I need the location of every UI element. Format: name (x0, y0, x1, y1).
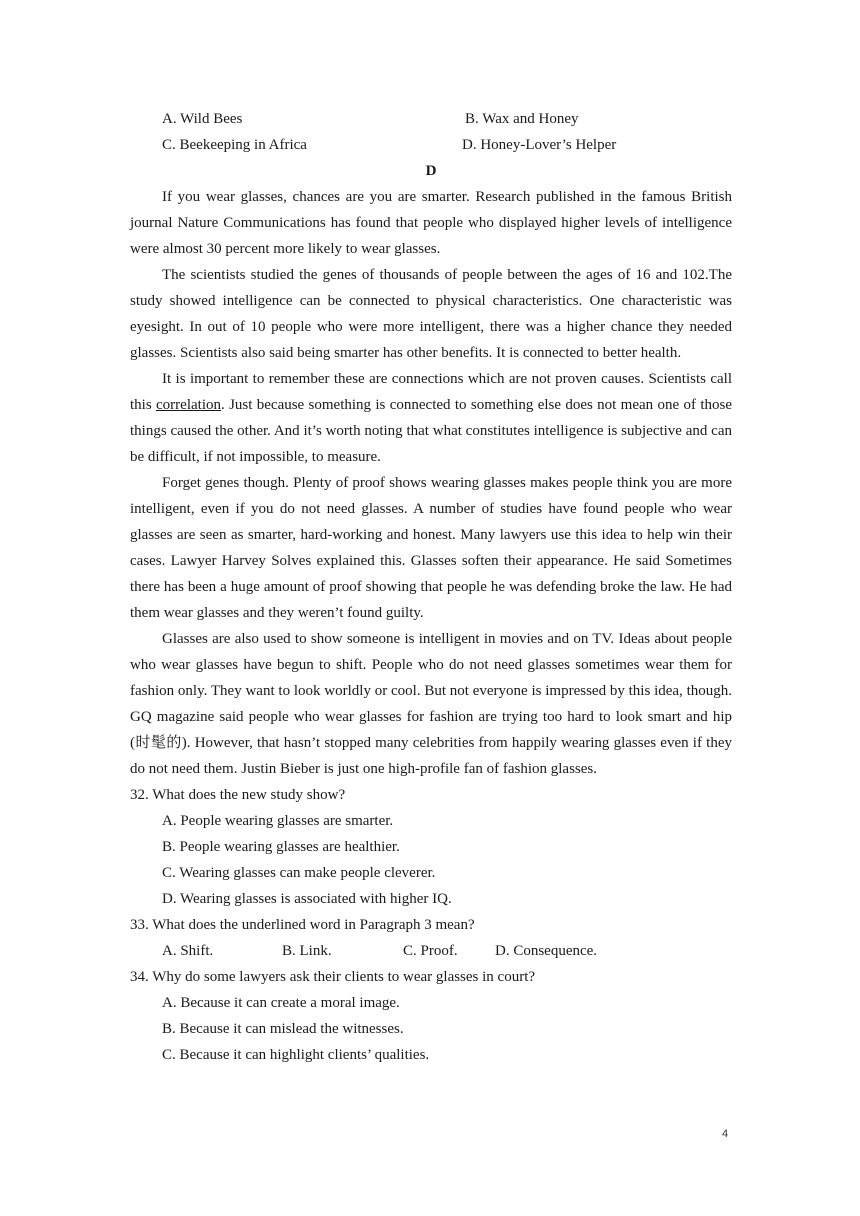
prev-option-b: B. Wax and Honey (465, 111, 579, 127)
passage-paragraph-5: Glasses are also used to show someone is intelligent in movies and on TV. Ideas about people who wear glasses have begun to shift. People who do not need glasses sometimes wear them for fashion only. They want to look worldly or cool. But not everyone is impressed by this idea, though. GQ magazine said people who wear glasses for fashion are trying too hard to look smart and hip (时髦的). However, that hasn’t stopped many celebrities from happily wearing glasses even if they do not need them. Justin Bieber is just one high-profile fan of fashion glasses. (130, 631, 732, 777)
passage-paragraph-4: Forget genes though. Plenty of proof shows wearing glasses makes people think you are more intelligent, even if you do not need glasses. A number of studies have found people who wear glasses are seen as smarter, hard-working and honest. Many lawyers use this idea to help win their cases. Lawyer Harvey Solves explained this. Glasses soften their appearance. He said Sometimes there has been a huge amount of proof showing that people he was defending broke the law. He had them wear glasses and they weren’t found guilty. (130, 475, 732, 621)
page-number: 4 (722, 1128, 729, 1140)
prev-options-row-2 (130, 132, 732, 158)
question-32-option-d: D. Wearing glasses is associated with higher IQ. (162, 891, 452, 907)
passage-paragraph-2: The scientists studied the genes of thousands of people between the ages of 16 and 102.The study showed intelligence can be connected to physical characteristics. One characteristic was eyesight. In out of 10 people who were more intelligent, there was a higher chance they needed glasses. Scientists also said being smarter has other benefits. It is connected to better health. (130, 267, 732, 361)
question-34-option-c: C. Because it can highlight clients’ qualities. (162, 1047, 430, 1063)
section-heading: D (425, 163, 437, 179)
question-33-option-b: B. Link. (282, 943, 332, 959)
question-32-option-b: B. People wearing glasses are healthier. (162, 839, 400, 855)
question-34-option-b: B. Because it can mislead the witnesses. (162, 1021, 404, 1037)
question-33-options (130, 938, 732, 964)
question-32-stem: 32. What does the new study show? (130, 787, 346, 803)
question-33-option-a: A. Shift. (162, 943, 214, 959)
passage-paragraph-3 (130, 366, 732, 470)
prev-option-c: C. Beekeeping in Africa (162, 137, 307, 153)
page-content (130, 106, 732, 1068)
question-33-option-d: D. Consequence. (495, 943, 598, 959)
paragraph-3-text-before: It is important to remember these are connections which are not proven causes. Scientists call this (130, 371, 732, 413)
question-34-stem: 34. Why do some lawyers ask their clients to wear glasses in court? (130, 969, 536, 985)
question-34-option-a: A. Because it can create a moral image. (162, 995, 400, 1011)
paragraph-3-text-after: . Just because something is connected to something else does not mean one of those things caused the other. And it’s worth noting that what constitutes intelligence is subjective and can be difficult, if not impossible, to measure. (130, 397, 732, 465)
question-32-option-a: A. People wearing glasses are smarter. (162, 813, 394, 829)
prev-option-d: D. Honey-Lover’s Helper (462, 137, 617, 153)
question-33-option-c: C. Proof. (403, 943, 458, 959)
passage-paragraph-1: If you wear glasses, chances are you are smarter. Research published in the famous British journal Nature Communications has found that people who displayed higher levels of intelligence were almost 30 percent more likely to wear glasses. (130, 189, 732, 257)
question-32-option-c: C. Wearing glasses can make people cleverer. (162, 865, 436, 881)
question-33-stem: 33. What does the underlined word in Paragraph 3 mean? (130, 917, 475, 933)
prev-options-row-1 (130, 106, 732, 132)
prev-option-a: A. Wild Bees (162, 111, 243, 127)
underlined-word: correlation (156, 397, 221, 413)
